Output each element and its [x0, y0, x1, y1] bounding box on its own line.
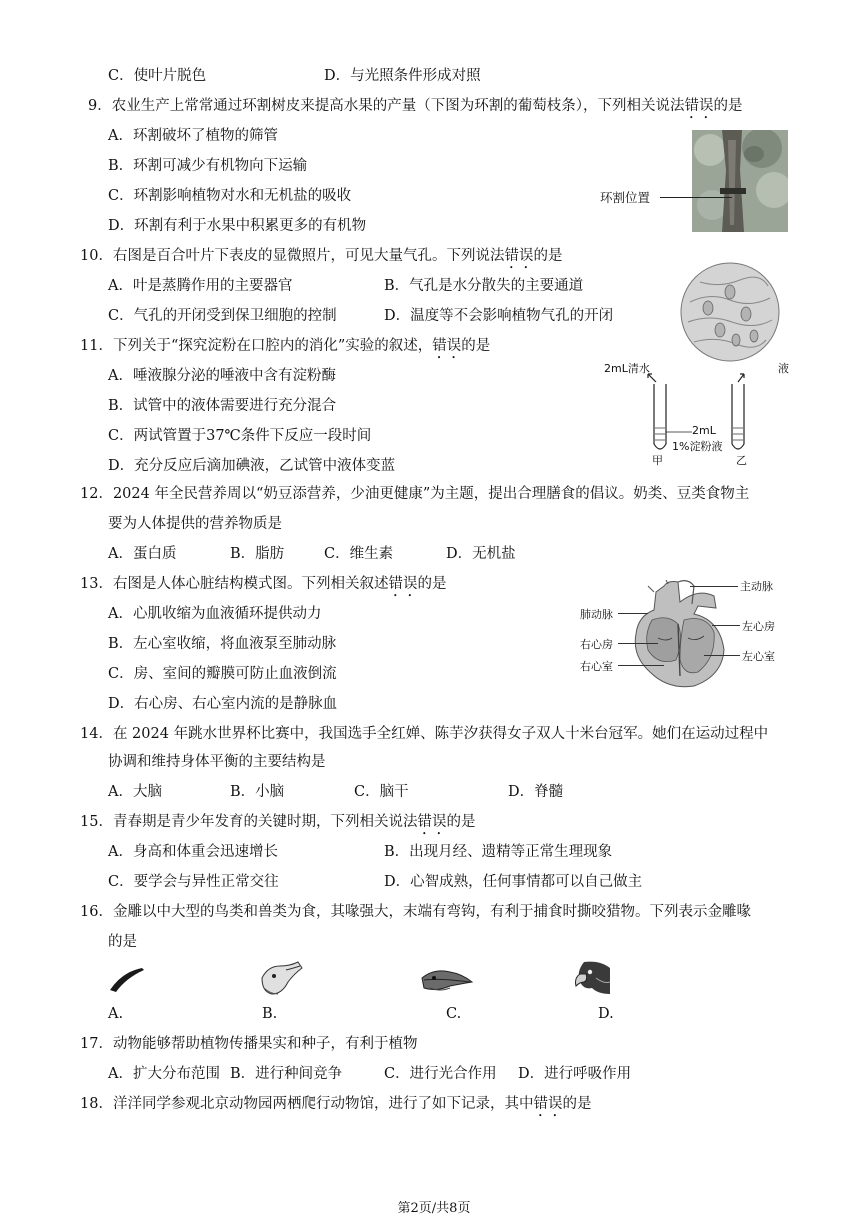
q17-option-c: C．进行光合作用 [384, 1066, 497, 1082]
label-left-atrium: 左心房 [742, 620, 775, 633]
label-pulmonary-artery: 肺动脉 [580, 608, 613, 621]
beak-option-a-image [108, 964, 148, 994]
q16-stem-line1: 16．金雕以中大型的鸟类和兽类为食，其喙强大，末端有弯钩，有利于捕食时撕咬猎物。下列表示金雕喙 [80, 904, 751, 920]
left-atrium-pointer-line [712, 625, 740, 626]
q8-option-c: C．使叶片脱色 [108, 68, 207, 84]
q12-stem-line1: 12．2024 年全民营养周以“奶豆添营养，少油更健康”为主题，提出合理膳食的倡议。奶类、豆类食物主 [80, 486, 750, 502]
q15-option-c: C．要学会与异性正常交往 [108, 874, 279, 890]
starch-volume-label: 2mL [692, 424, 716, 437]
ring-cut-label: 环割位置 [600, 190, 651, 205]
tube-yi-label: 乙 [736, 454, 747, 467]
heart-diagram [628, 580, 732, 690]
q15-stem: 15．青春期是青少年发育的关键时期，下列相关说法错误的是 [80, 814, 476, 830]
left-ventricle-pointer-line [704, 655, 740, 656]
q16-option-c: C. [446, 1006, 462, 1022]
right-atrium-pointer-line [618, 643, 658, 644]
label-right-atrium: 右心房 [580, 638, 613, 651]
q11-option-d: D．充分反应后滴加碘液，乙试管中液体变蓝 [108, 458, 396, 474]
q17-option-b: B．进行种间竞争 [230, 1066, 343, 1082]
q10-option-d: D．温度等不会影响植物气孔的开闭 [384, 308, 614, 324]
q14-stem-line1: 14．在 2024 年跳水世界杯比赛中，我国选手全红婵、陈芋汐获得女子双人十米台冠军。她们在运动过程中 [80, 726, 769, 742]
q12-option-b: B．脂肪 [230, 546, 285, 562]
q12-stem-line2: 要为人体提供的营养物质是 [108, 516, 282, 532]
q10-option-c: C．气孔的开闭受到保卫细胞的控制 [108, 308, 337, 324]
beak-option-c-image [420, 958, 474, 998]
label-aorta: 主动脉 [740, 580, 773, 593]
q14-option-b: B．小脑 [230, 784, 285, 800]
q13-stem: 13．右图是人体心脏结构模式图。下列相关叙述错误的是 [80, 576, 447, 592]
grape-branch-photo [692, 130, 788, 232]
q9-option-a: A．环割破坏了植物的筛管 [108, 128, 278, 144]
q10-stem: 10．右图是百合叶片下表皮的显微照片，可见大量气孔。下列说法错误的是 [80, 248, 563, 264]
beak-option-b-image [258, 958, 304, 998]
aorta-pointer-line [690, 586, 738, 587]
label-left-ventricle: 左心室 [742, 650, 775, 663]
q15-option-a: A．身高和体重会迅速增长 [108, 844, 278, 860]
q14-option-d: D．脊髓 [508, 784, 564, 800]
q10-option-b: B．气孔是水分散失的主要通道 [384, 278, 584, 294]
q12-option-c: C．维生素 [324, 546, 394, 562]
q14-option-a: A．大脑 [108, 784, 162, 800]
q12-option-a: A．蛋白质 [108, 546, 177, 562]
ring-cut-pointer-line [660, 197, 732, 198]
q8-option-d: D．与光照条件形成对照 [324, 68, 481, 84]
q13-option-d: D．右心房、右心室内流的是静脉血 [108, 696, 338, 712]
page-number-footer: 第2页/共8页 [397, 1201, 471, 1216]
q15-option-d: D．心智成熟，任何事情都可以自己做主 [384, 874, 643, 890]
q11-option-b: B．试管中的液体需要进行充分混合 [108, 398, 337, 414]
q14-option-c: C．脑干 [354, 784, 409, 800]
q15-option-b: B．出现月经、遗精等正常生理现象 [384, 844, 613, 860]
tube-jia-label: 甲 [652, 454, 663, 467]
q16-stem-line2: 的是 [108, 934, 137, 950]
tube-a-reagent-label: 2mL清水 [604, 362, 650, 375]
tube-b-reagent-label: 液 [778, 362, 789, 375]
q14-stem-line2: 协调和维持身体平衡的主要结构是 [108, 754, 326, 770]
q9-option-d: D．环割有利于水果中积累更多的有机物 [108, 218, 367, 234]
beak-option-d-image [574, 958, 614, 998]
q12-option-d: D．无机盐 [446, 546, 516, 562]
q9-option-b: B．环割可减少有机物向下运输 [108, 158, 308, 174]
q17-stem: 17．动物能够帮助植物传播果实和种子，有利于植物 [80, 1036, 418, 1052]
q13-option-a: A．心肌收缩为血液循环提供动力 [108, 606, 322, 622]
pulmonary-pointer-line [618, 613, 648, 614]
q11-option-a: A．唾液腺分泌的唾液中含有淀粉酶 [108, 368, 336, 384]
starch-solution-label: 1%淀粉液 [672, 440, 723, 453]
q18-stem: 18．洋洋同学参观北京动物园两栖爬行动物馆，进行了如下记录，其中错误的是 [80, 1096, 592, 1112]
q16-option-d: D. [598, 1006, 614, 1022]
q11-option-c: C．两试管置于37℃条件下反应一段时间 [108, 428, 372, 444]
q13-option-b: B．左心室收缩，将血液泵至肺动脉 [108, 636, 337, 652]
q16-option-a: A. [108, 1006, 124, 1022]
q16-option-b: B. [262, 1006, 278, 1022]
q9-option-c: C．环割影响植物对水和无机盐的吸收 [108, 188, 352, 204]
q10-option-a: A．叶是蒸腾作用的主要器官 [108, 278, 293, 294]
q17-option-d: D．进行呼吸作用 [518, 1066, 632, 1082]
stomata-micrograph [680, 262, 780, 362]
q11-stem: 11．下列关于“探究淀粉在口腔内的消化”实验的叙述，错误的是 [80, 338, 491, 354]
q9-stem: 9．农业生产上常常通过环割树皮来提高水果的产量（下图为环割的葡萄枝条），下列相关说法错误的是 [88, 98, 743, 114]
right-ventricle-pointer-line [618, 665, 664, 666]
q17-option-a: A．扩大分布范围 [108, 1066, 220, 1082]
label-right-ventricle: 右心室 [580, 660, 613, 673]
q13-option-c: C．房、室间的瓣膜可防止血液倒流 [108, 666, 337, 682]
